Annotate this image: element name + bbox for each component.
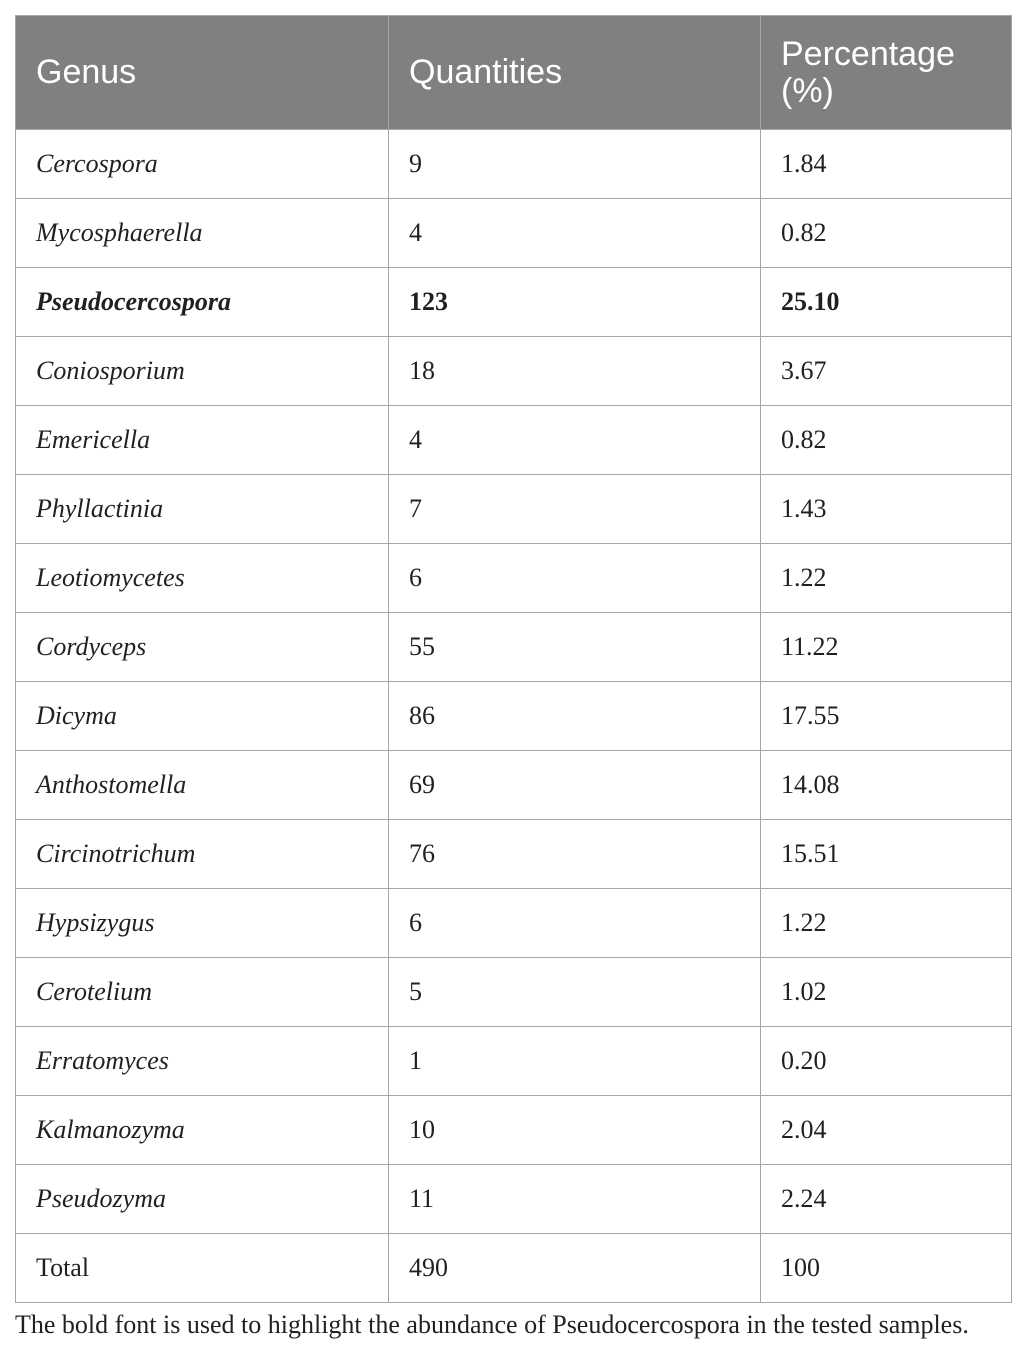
quantity-cell: 6 [389,544,761,613]
genus-cell: Circinotrichum [16,820,389,889]
percentage-cell: 2.24 [761,1165,1012,1234]
table-row [16,1165,1012,1234]
genus-cell: Leotiomycetes [16,544,389,613]
percentage-cell: 1.22 [761,544,1012,613]
genus-cell: Cerotelium [16,958,389,1027]
total-quantity-cell: 490 [389,1234,761,1303]
table-row [16,475,1012,544]
quantity-cell: 4 [389,406,761,475]
total-percentage-cell: 100 [761,1234,1012,1303]
table-row [16,820,1012,889]
header-quantities: Quantities [389,16,761,130]
genus-cell: Phyllactinia [16,475,389,544]
table-row-highlighted [16,268,1012,337]
genus-cell: Coniosporium [16,337,389,406]
genus-cell: Anthostomella [16,751,389,820]
table-row [16,613,1012,682]
quantity-cell: 123 [389,268,761,337]
table-row [16,544,1012,613]
percentage-cell: 1.43 [761,475,1012,544]
quantity-cell: 1 [389,1027,761,1096]
table-row [16,130,1012,199]
table-row-total [16,1234,1012,1303]
genus-cell: Erratomyces [16,1027,389,1096]
quantity-cell: 69 [389,751,761,820]
header-genus: Genus [16,16,389,130]
percentage-cell: 2.04 [761,1096,1012,1165]
genus-cell: Hypsizygus [16,889,389,958]
quantity-cell: 86 [389,682,761,751]
percentage-cell: 25.10 [761,268,1012,337]
genus-cell: Emericella [16,406,389,475]
quantity-cell: 4 [389,199,761,268]
percentage-cell: 15.51 [761,820,1012,889]
percentage-cell: 3.67 [761,337,1012,406]
genus-table [15,15,1012,1303]
percentage-cell: 0.82 [761,406,1012,475]
table-row [16,1027,1012,1096]
quantity-cell: 5 [389,958,761,1027]
percentage-cell: 1.02 [761,958,1012,1027]
table-row [16,682,1012,751]
quantity-cell: 7 [389,475,761,544]
quantity-cell: 10 [389,1096,761,1165]
table-row [16,958,1012,1027]
header-row [16,16,1012,130]
percentage-cell: 11.22 [761,613,1012,682]
genus-cell: Mycosphaerella [16,199,389,268]
percentage-cell: 0.20 [761,1027,1012,1096]
table-body [16,130,1012,1303]
table-header [16,16,1012,130]
table-footnote: The bold font is used to highlight the abundance of Pseudocercospora in the tested samples. [15,1310,969,1339]
table-row [16,406,1012,475]
genus-cell: Cordyceps [16,613,389,682]
genus-cell: Pseudozyma [16,1165,389,1234]
table-row [16,751,1012,820]
percentage-cell: 14.08 [761,751,1012,820]
percentage-cell: 0.82 [761,199,1012,268]
genus-cell: Cercospora [16,130,389,199]
genus-cell: Pseudocercospora [16,268,389,337]
header-percentage: Percentage (%) [761,16,1012,130]
table-row [16,337,1012,406]
quantity-cell: 76 [389,820,761,889]
genus-cell: Kalmanozyma [16,1096,389,1165]
table-row [16,199,1012,268]
quantity-cell: 6 [389,889,761,958]
quantity-cell: 18 [389,337,761,406]
quantity-cell: 55 [389,613,761,682]
quantity-cell: 11 [389,1165,761,1234]
table-row [16,1096,1012,1165]
table-row [16,889,1012,958]
percentage-cell: 1.22 [761,889,1012,958]
genus-cell: Dicyma [16,682,389,751]
data-table-container [15,15,1011,1303]
total-label-cell: Total [16,1234,389,1303]
percentage-cell: 1.84 [761,130,1012,199]
quantity-cell: 9 [389,130,761,199]
percentage-cell: 17.55 [761,682,1012,751]
